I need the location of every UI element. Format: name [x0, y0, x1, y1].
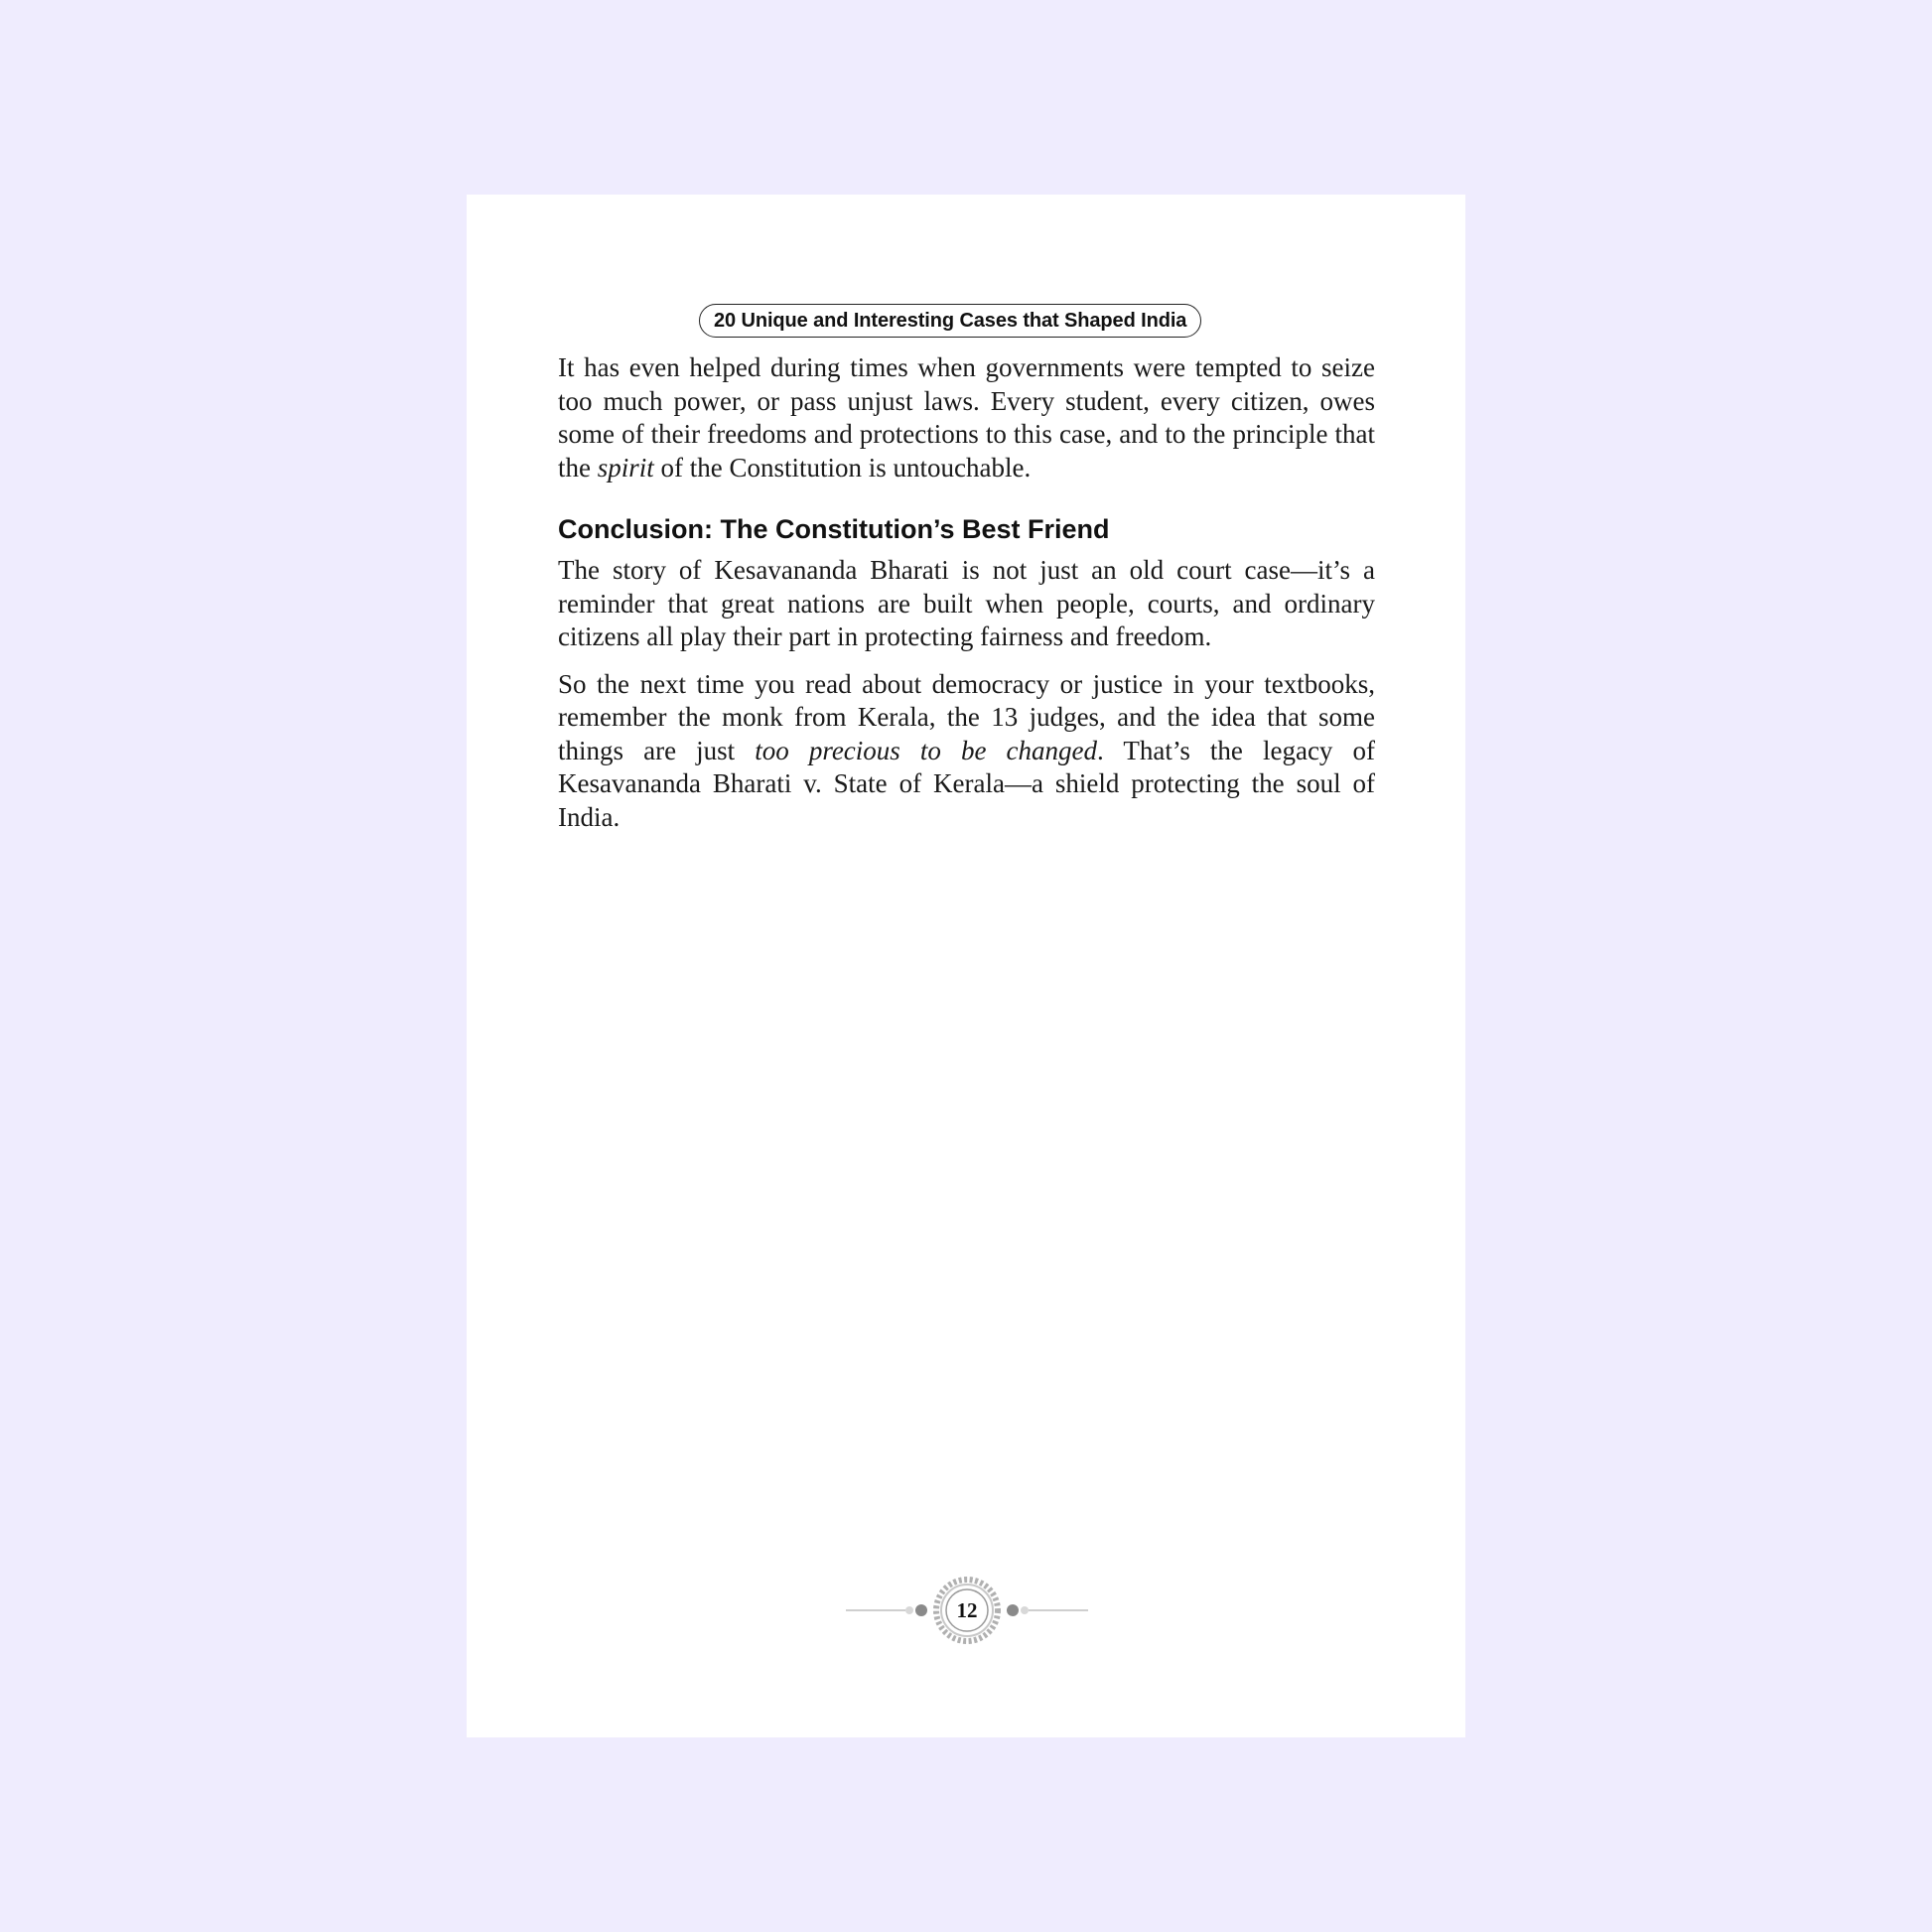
paragraph-3 [558, 668, 1375, 835]
paragraph-1-text-end: of the Constitution is untouchable. [653, 452, 1032, 483]
paragraph-3-emphasis: too precious to be changed [755, 735, 1097, 765]
section-heading: Conclusion: The Constitution’s Best Friend [558, 514, 1110, 544]
paragraph-1-text: It has even helped during times when governments were tempted to seize too much power, or pass unjust laws. Every student, every citizen, owes some of their freedoms and protections to this case, and to the principle that the [558, 352, 1375, 483]
book-page [467, 195, 1465, 1737]
page-body [558, 351, 1375, 834]
page-number: 12 [956, 1598, 978, 1622]
running-header: 20 Unique and Interesting Cases that Shaped India [699, 304, 1201, 338]
paragraph-1 [558, 351, 1375, 484]
paragraph-2: The story of Kesavananda Bharati is not just an old court case—it’s a reminder that great nations are built when people, courts, and ordinary citizens all play their part in protecting fairness and freedom. [558, 555, 1375, 651]
paragraph-3-text: So the next time you read about democracy or justice in your textbooks, remember the monk from Kerala, the 13 judges, and the idea that some things are just [558, 668, 1375, 765]
paragraph-3-text-end: . That’s the legacy of Kesavananda Bharati v. State of Kerala—a shield protecting the soul of India. [558, 735, 1376, 832]
page-number-ornament [846, 1575, 1088, 1646]
paragraph-1-emphasis: spirit [597, 452, 654, 483]
